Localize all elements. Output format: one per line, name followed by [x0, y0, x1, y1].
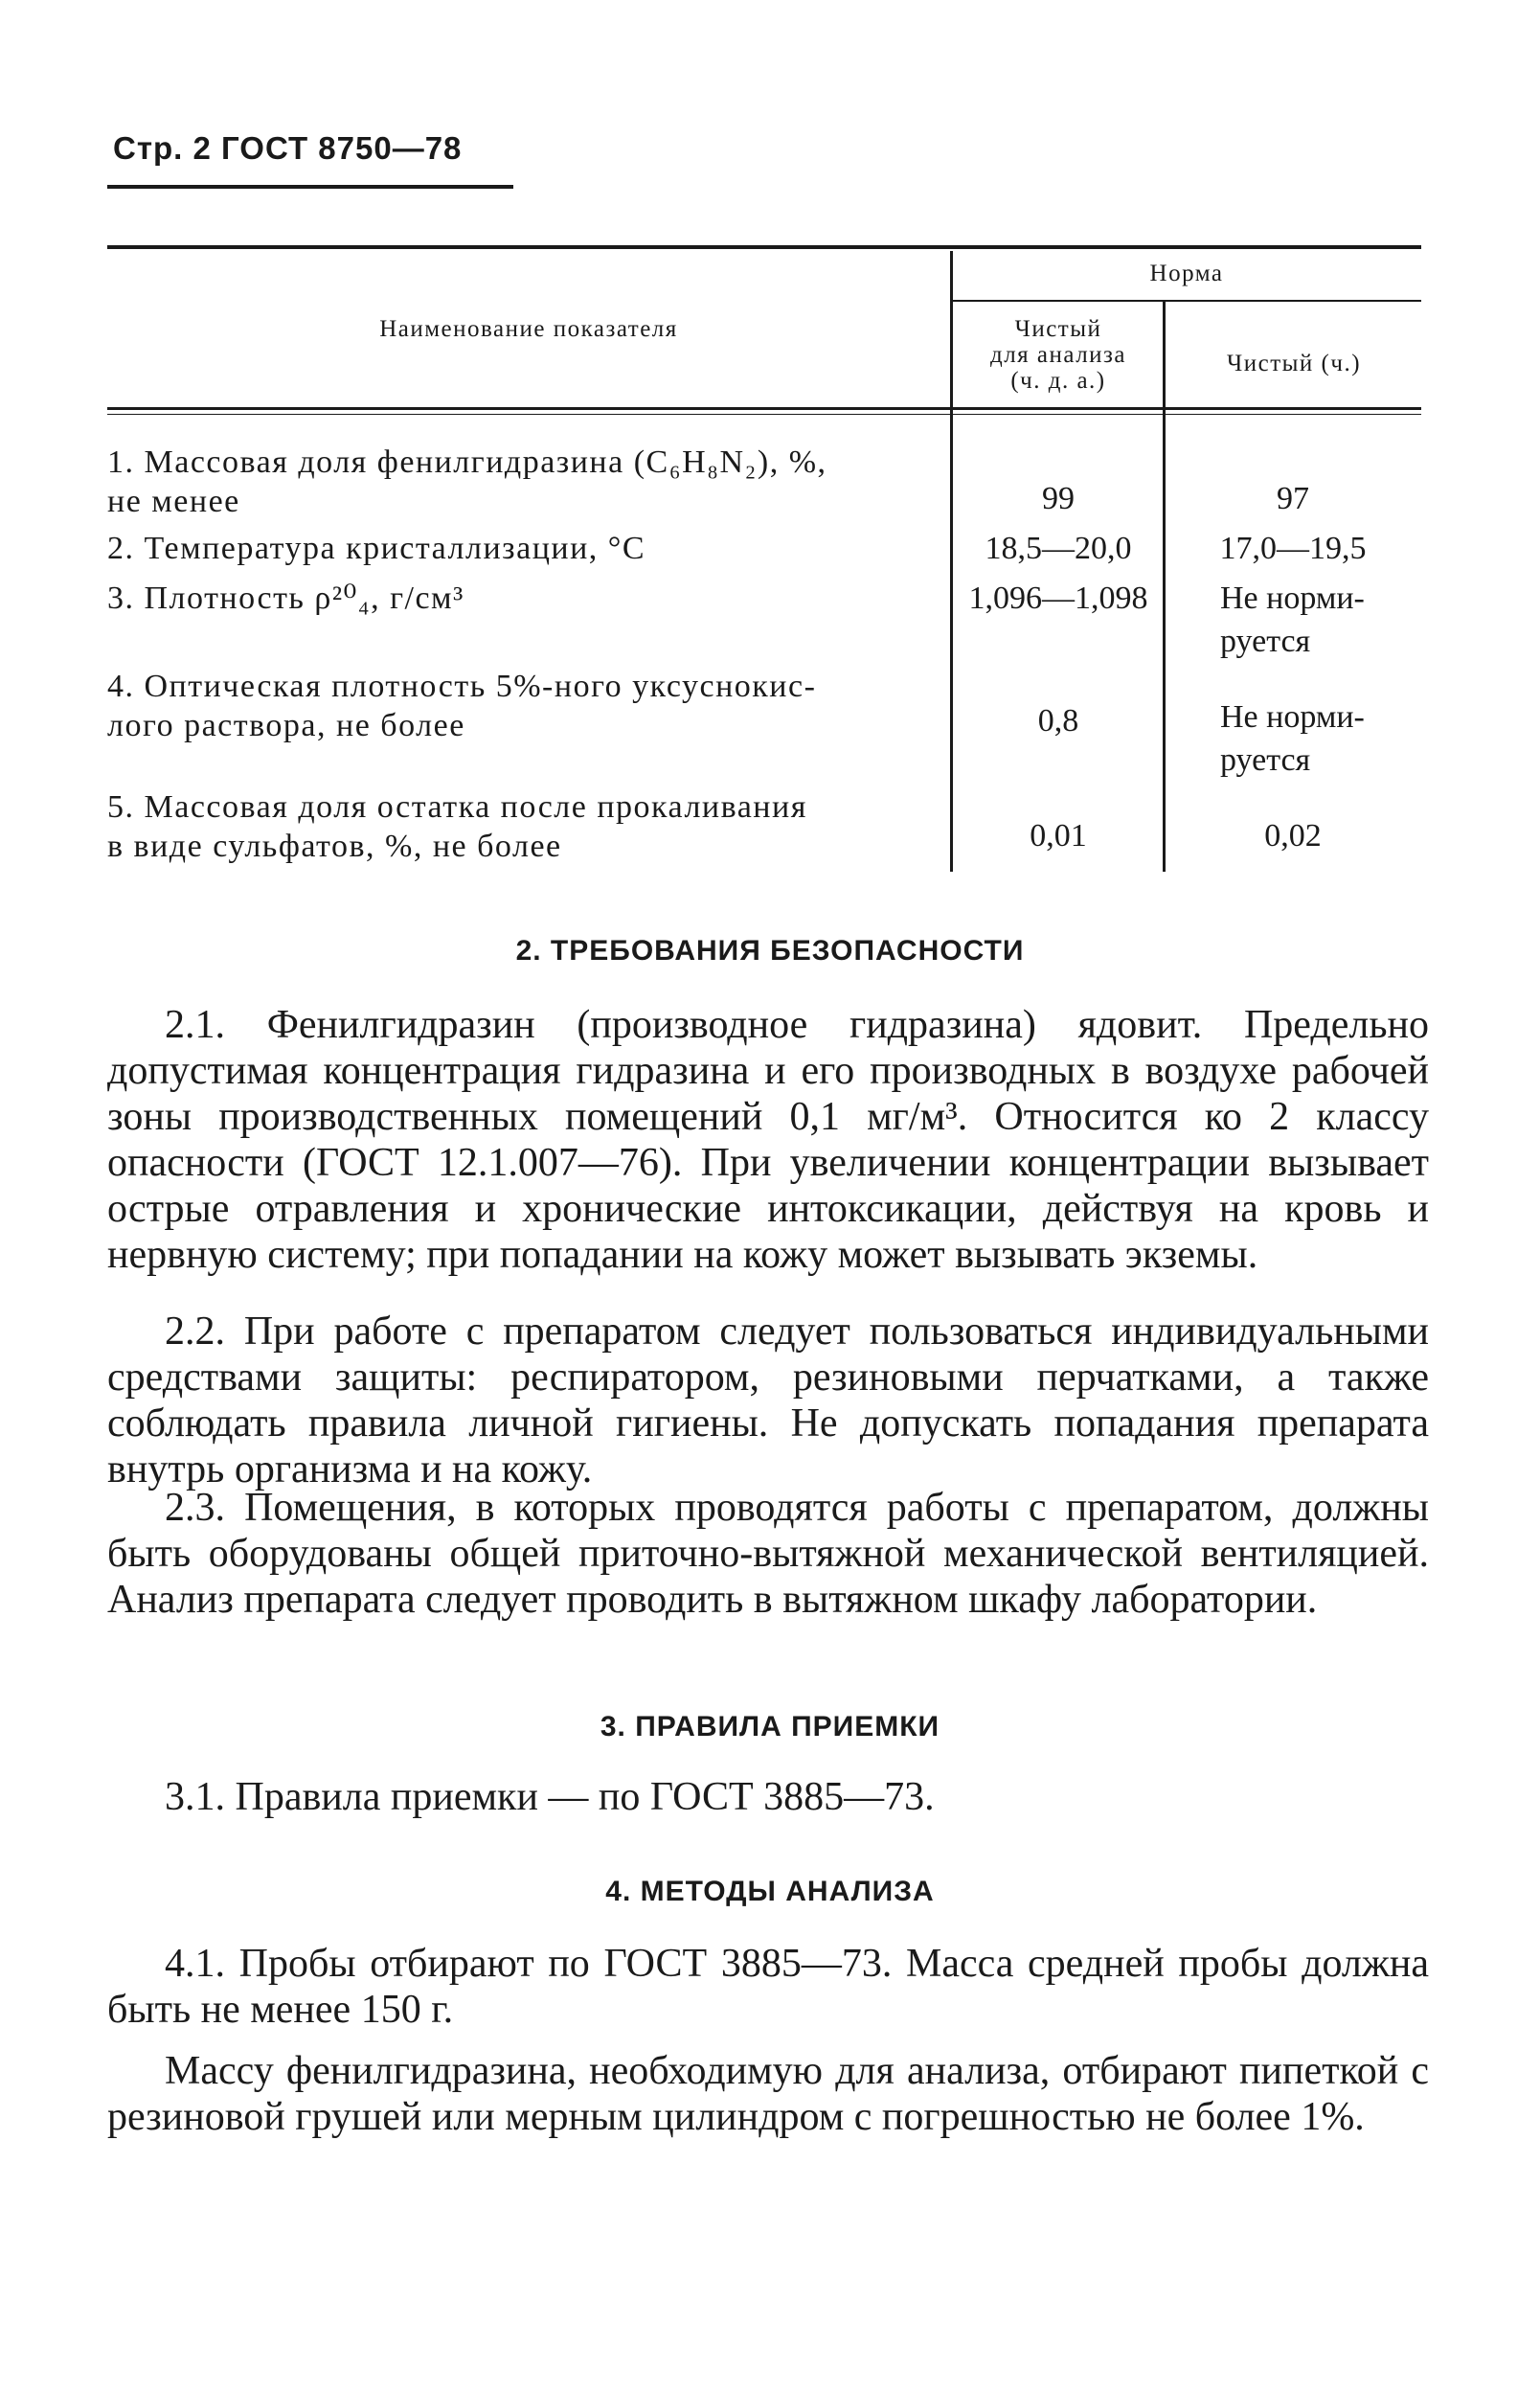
- table-row-5-chda: 0,01: [1030, 818, 1087, 854]
- table-row-5-ch: 0,02: [1264, 818, 1322, 854]
- header-rule: [107, 185, 513, 189]
- table-row-2-ch: 17,0—19,5: [1219, 531, 1367, 566]
- table-header-rule: [107, 407, 1421, 410]
- col-header-ch: Чистый (ч.): [1226, 351, 1362, 376]
- table-row-4-label: 4. Оптическая плотность 5%-ного уксуснокис- лого раствора, не более: [107, 669, 817, 743]
- table-row-2-label: 2. Температура кристаллизации, °С: [107, 531, 646, 566]
- table-row-1-chda: 99: [1042, 481, 1075, 516]
- table-row-1-label: 1. Массовая доля фенилгидразина (C₆H₈N₂), %, не менее: [107, 444, 827, 519]
- norm-subheader-rule: [952, 300, 1421, 302]
- table-row-4-chda: 0,8: [1037, 703, 1079, 739]
- section-4-title: 4. МЕТОДЫ АНАЛИЗА: [605, 1876, 935, 1907]
- table-row-1-ch: 97: [1277, 481, 1309, 516]
- table-row-5-label: 5. Массовая доля остатка после прокаливания в виде сульфатов, %, не более: [107, 789, 807, 864]
- table-header-rule-2: [107, 414, 1421, 415]
- table-row-3-label: 3. Плотность ρ²⁰₄, г/см³: [107, 581, 464, 616]
- section-2-title: 2. ТРЕБОВАНИЯ БЕЗОПАСНОСТИ: [515, 935, 1025, 967]
- section-2-paragraph-1: 2.1. Фенилгидразин (производное гидразина) ядовит. Предельно допустимая концентрация гидразина и его производных в воздухе рабочей зоны производственных помещений 0,1 мг/м³. Относится ко 2 классу опасности (ГОСТ 12.1.007—76). При увеличении концентрации вызывает острые отравления и хронические интоксикации, действуя на кровь и нервную систему; при попадании на кожу может вызывать экземы.: [107, 1003, 1429, 1277]
- col-header-name: Наименование показателя: [379, 316, 678, 342]
- section-4-paragraph-2: Массу фенилгидразина, необходимую для анализа, отбирают пипеткой с резиновой грушей или мерным цилиндром с погрешностью не более 1%.: [107, 2049, 1429, 2139]
- section-2-paragraph-2: 2.2. При работе с препаратом следует пользоваться индивидуальными средствами защиты: респиратором, резиновыми перчатками, а также соблюдать правила личной гигиены. Не допускать попадания препарата внутрь организма и на кожу.: [107, 1309, 1429, 1492]
- table-row-3-chda: 1,096—1,098: [968, 581, 1148, 616]
- col-header-norm: Норма: [1149, 261, 1224, 286]
- page-header: Стр. 2 ГОСТ 8750—78: [113, 130, 463, 166]
- section-3-title: 3. ПРАВИЛА ПРИЕМКИ: [600, 1711, 940, 1742]
- section-3-paragraph-1: 3.1. Правила приемки — по ГОСТ 3885—73.: [165, 1775, 935, 1819]
- table-top-rule: [107, 245, 1421, 249]
- section-4-paragraph-1: 4.1. Пробы отбирают по ГОСТ 3885—73. Масса средней пробы должна быть не менее 150 г.: [107, 1942, 1429, 2032]
- table-row-3-ch: Не норми- руется: [1220, 581, 1365, 659]
- table-row-2-chda: 18,5—20,0: [985, 531, 1132, 566]
- col-header-chda: Чистый для анализа (ч. д. а.): [989, 316, 1127, 394]
- section-2-paragraph-3: 2.3. Помещения, в которых проводятся работы с препаратом, должны быть оборудованы общей приточно-вытяжной механической вентиляцией. Анализ препарата следует проводить в вытяжном шкафу лаборатории.: [107, 1486, 1429, 1622]
- table-row-4-ch: Не норми- руется: [1220, 699, 1365, 778]
